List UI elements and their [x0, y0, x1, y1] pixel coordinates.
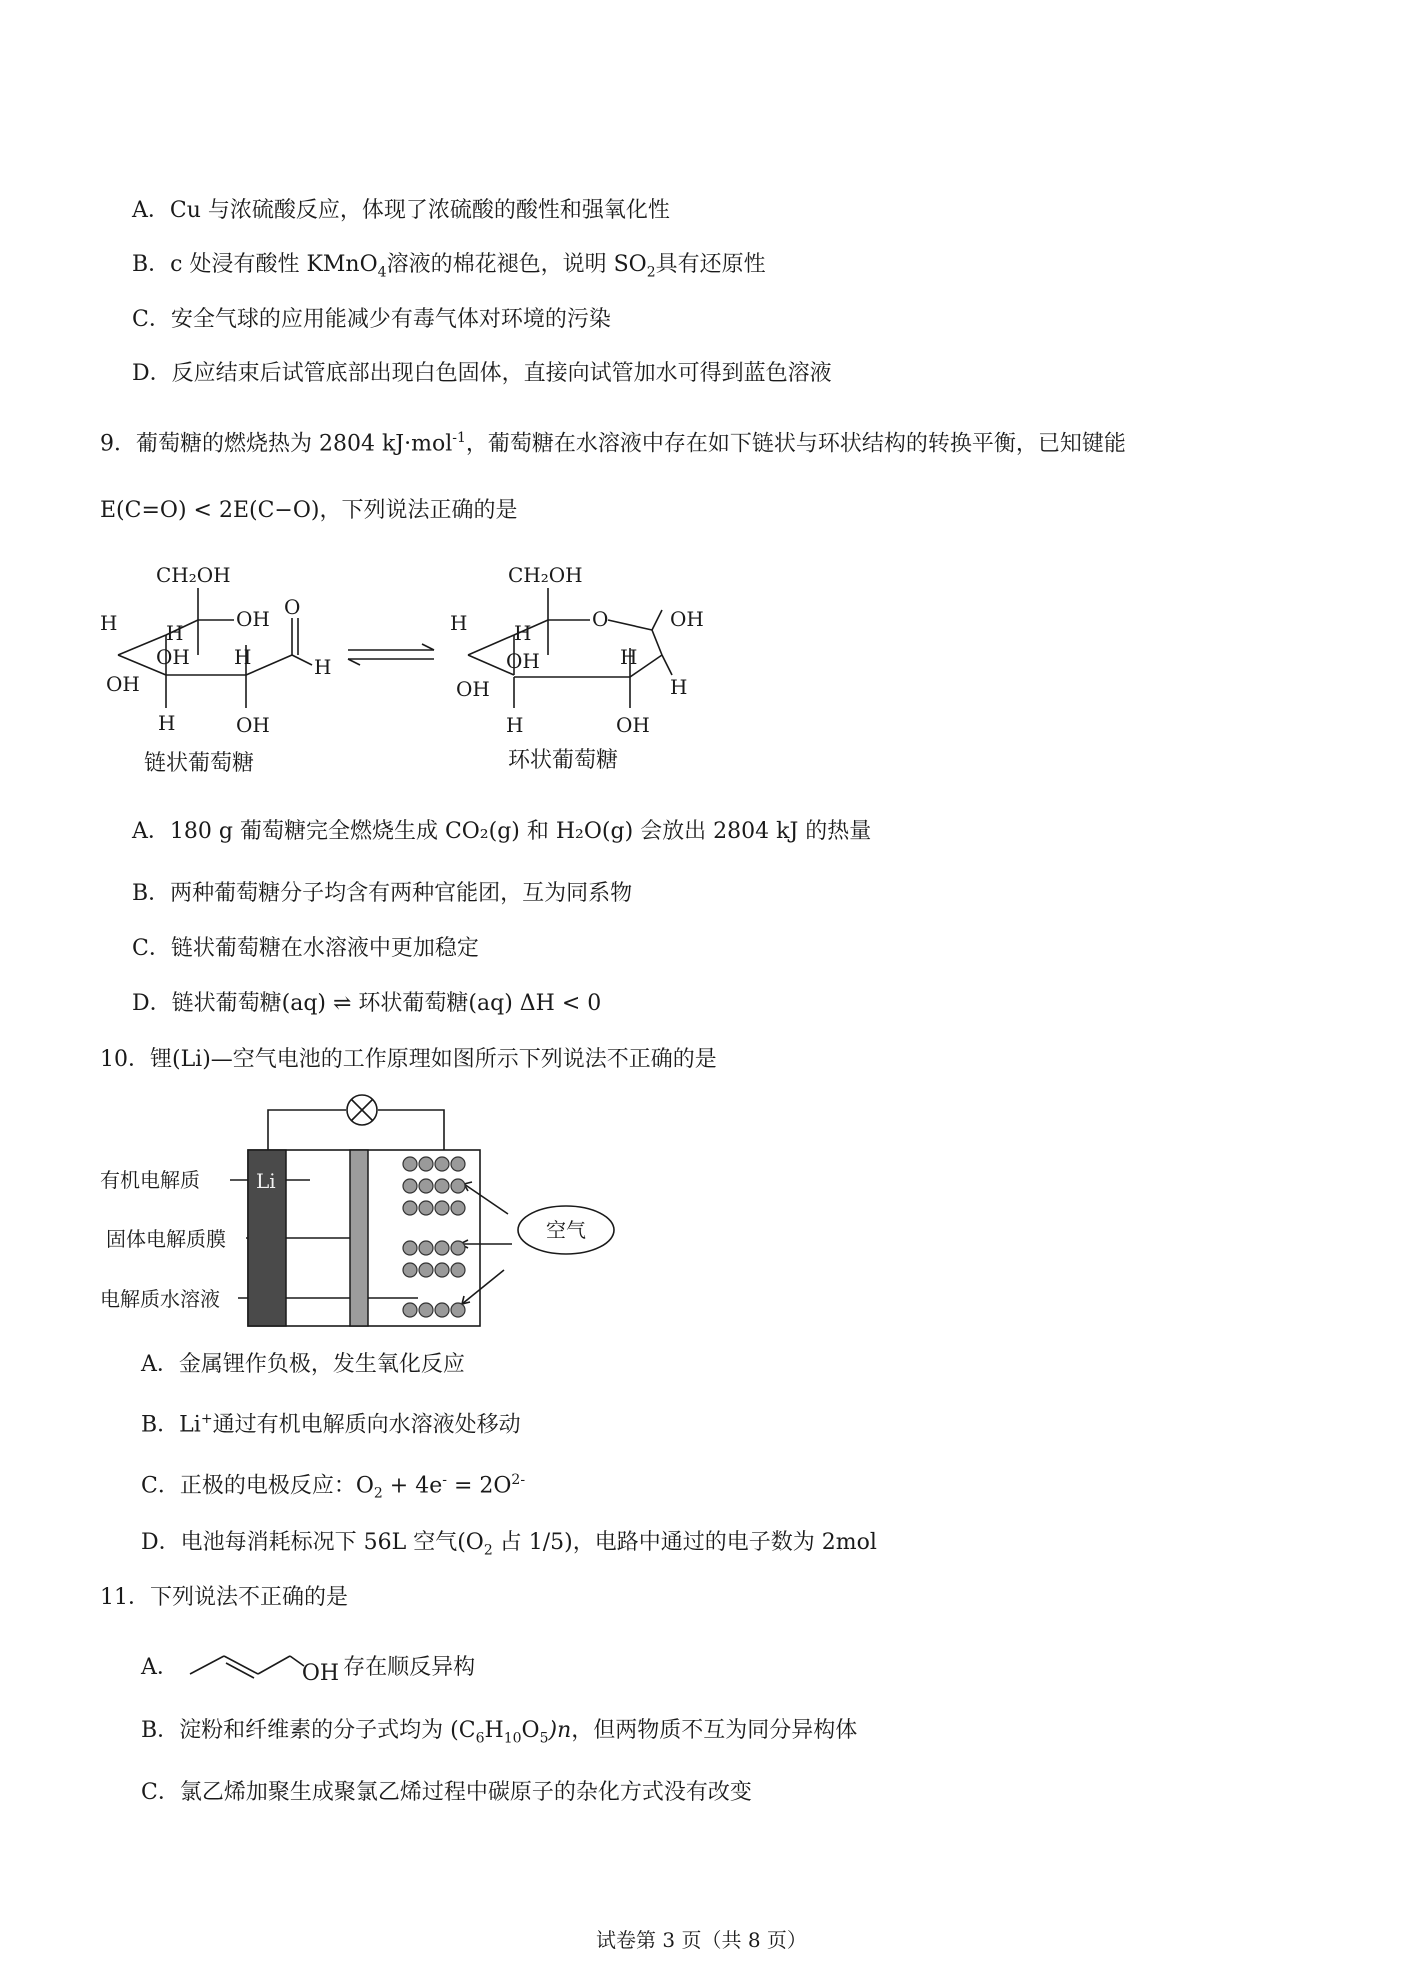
chain-oh-label: OH — [236, 713, 270, 737]
ring-h-label: H — [450, 611, 468, 635]
air-label: 空气 — [546, 1218, 586, 1242]
ring-oh-label: OH — [670, 607, 704, 631]
page-footer: 试卷第 3 页（共 8 页） — [596, 1928, 807, 1952]
ring-h-label: H — [670, 675, 688, 699]
crotyl-alcohol-structure — [186, 1648, 316, 1688]
aqueous-electrolyte-label: 电解质水溶液 — [100, 1287, 220, 1311]
chain-aldehyde-o-label: O — [284, 595, 301, 619]
q10-option-c: C．正极的电极反应：$O_2 + 4e^- = 2O^{2-}$ — [141, 1472, 526, 1502]
organic-electrolyte-label: 有机电解质 — [100, 1168, 200, 1192]
chain-oh-label: OH — [236, 607, 270, 631]
q9-option-a: A．180 g 葡萄糖完全燃烧生成 CO₂(g) 和 H₂O(g) 会放出 2804 kJ 的热量 — [132, 819, 872, 844]
ring-glucose-caption: 环状葡萄糖 — [508, 748, 619, 773]
chain-h-label: H — [100, 611, 118, 635]
li-air-battery-figure — [96, 1090, 636, 1340]
chain-oh-label: OH — [106, 672, 140, 696]
q9-stem-line2: E(C=O) < 2E(C−O)，下列说法正确的是 — [100, 498, 518, 523]
air-cathode-particles — [403, 1157, 465, 1317]
q11-option-b: B．淀粉和纤维素的分子式均为 $(C_6H_{10}O_5)n$，但两物质不互为同分异构体 — [141, 1718, 858, 1747]
solid-electrolyte-membrane — [350, 1150, 368, 1326]
chain-glucose-caption: 链状葡萄糖 — [144, 751, 255, 776]
q10-stem: 10．锂(Li)—空气电池的工作原理如图所示下列说法不正确的是 — [100, 1047, 717, 1072]
ring-oh-label: OH — [456, 677, 490, 701]
chain-ch2oh-label: CH₂OH — [156, 563, 231, 587]
q11-option-a: A． OH 存在顺反异构 — [141, 1648, 485, 1688]
ring-oh-label: OH — [616, 713, 650, 737]
chain-oh-label: OH — [156, 645, 190, 669]
q8-option-a: A．Cu 与浓硫酸反应，体现了浓硫酸的酸性和强氧化性 — [132, 198, 670, 223]
chain-h-label: H — [234, 645, 252, 669]
glucose-equilibrium-figure — [96, 560, 736, 785]
q11-option-c: C．氯乙烯加聚生成聚氯乙烯过程中碳原子的杂化方式没有改变 — [141, 1780, 752, 1805]
q9-option-d: D．链状葡萄糖(aq) ⇌ 环状葡萄糖(aq) ΔH < 0 — [132, 991, 602, 1016]
ring-o-label: O — [592, 607, 609, 631]
q10-option-a: A．金属锂作负极，发生氧化反应 — [141, 1352, 465, 1377]
q11-stem: 11．下列说法不正确的是 — [100, 1585, 348, 1610]
solid-membrane-label: 固体电解质膜 — [106, 1227, 226, 1251]
chain-h-label: H — [166, 621, 184, 645]
q9-stem-line1: 9．葡萄糖的燃烧热为 2804 kJ·mol$^{-1}$，葡萄糖在水溶液中存在如下链状与环状结构的转换平衡，已知键能 — [100, 430, 1126, 457]
q10-option-d: D．电池每消耗标况下 56L 空气($O_2$ 占 1/5)，电路中通过的电子数为 2mol — [141, 1530, 877, 1559]
ring-ch2oh-label: CH₂OH — [508, 563, 583, 587]
chain-h-label: H — [158, 711, 176, 735]
li-label: Li — [256, 1169, 276, 1193]
q8-option-c: C．安全气球的应用能减少有毒气体对环境的污染 — [132, 307, 611, 332]
ring-oh-label: OH — [506, 649, 540, 673]
q8-option-b: B．c 处浸有酸性 KMnO$_4$溶液的棉花褪色，说明 $SO_2$具有还原性 — [132, 252, 766, 281]
ring-h-label: H — [620, 645, 638, 669]
chain-aldehyde-h-label: H — [314, 655, 332, 679]
q9-option-c: C．链状葡萄糖在水溶液中更加稳定 — [132, 936, 479, 961]
ring-h-label: H — [514, 621, 532, 645]
oh-group-label: OH — [301, 1661, 340, 1686]
q10-option-b: B．Li+通过有机电解质向水溶液处移动 — [141, 1411, 521, 1438]
q9-option-b: B．两种葡萄糖分子均含有两种官能团，互为同系物 — [132, 881, 633, 906]
ring-h-label: H — [506, 713, 524, 737]
q8-option-d: D．反应结束后试管底部出现白色固体，直接向试管加水可得到蓝色溶液 — [132, 361, 832, 386]
